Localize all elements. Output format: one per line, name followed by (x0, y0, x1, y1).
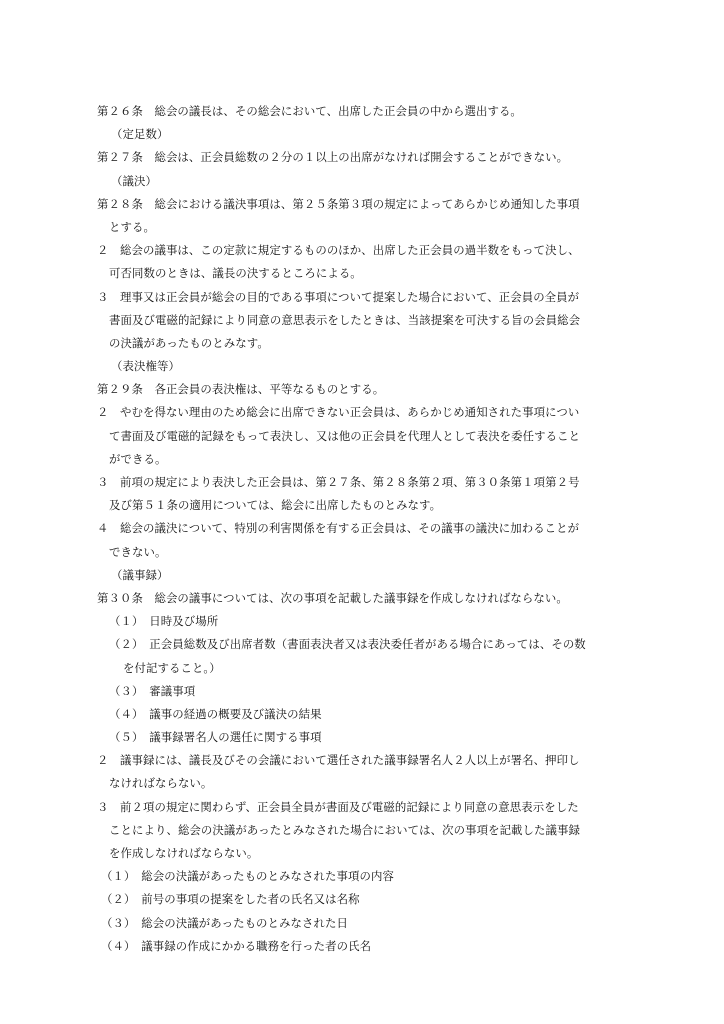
article-28-para-3: ３ 理事又は正会員が総会の目的である事項について提案した場合において、正会員の全員が (97, 289, 580, 304)
article-30-para-2-cont: なければならない。 (109, 776, 213, 791)
article-29-para-4-cont: できない。 (109, 544, 167, 559)
article-30-item-2: （２） 正会員総数及び出席者数（書面表決者又は表決委任者がある場合にあっては、その数 (109, 637, 586, 652)
article-30-para-3-cont: ことにより、総会の決議があったとみなされた場合においては、次の事項を記載した議事録 (109, 822, 581, 837)
heading-minutes: （議事録） (111, 567, 169, 582)
heading-quorum: （定足数） (111, 127, 169, 142)
article-30-para-3-item-1: （１） 総会の決議があったものとみなされた事項の内容 (101, 869, 394, 884)
article-30-item-4: （４） 議事の経過の概要及び議決の結果 (109, 706, 322, 721)
article-30-item-3: （３） 審議事項 (109, 683, 196, 698)
article-30-para-3-item-2: （２） 前号の事項の提案をした者の氏名又は名称 (101, 892, 360, 907)
article-30-item-5: （５） 議事録署名人の選任に関する事項 (109, 730, 322, 745)
article-29-para-3: ３ 前項の規定により表決した正会員は、第２７条、第２８条第２項、第３０条第１項第２号 (97, 475, 580, 489)
article-30-para-2: ２ 議事録には、議長及びその会議において選任された議事録署名人２人以上が署名、押印し (97, 753, 580, 768)
article-29-para-2-cont: ができる。 (109, 451, 167, 466)
article-29-para-3-cont: 及び第５１条の適用については、総会に出席したものとみなす。 (109, 498, 442, 513)
article-28-text: 第２８条 総会における議決事項は、第２５条第３項の規定によってあらかじめ通知した事項 (97, 196, 580, 211)
article-29-para-2: ２ やむを得ない理由のため総会に出席できない正会員は、あらかじめ通知された事項につい (97, 405, 580, 420)
article-29-para-4: ４ 総会の議決について、特別の利害関係を有する正会員は、その議事の議決に加わることが (97, 521, 580, 536)
article-28-para-2-cont: 可否同数のときは、議長の決するところによる。 (109, 266, 362, 281)
article-30-item-1: （１） 日時及び場所 (109, 614, 219, 629)
article-28-para-2: ２ 総会の議事は、この定款に規定するもののほか、出席した正会員の過半数をもって決し、 (97, 243, 580, 258)
articles-text (97, 100, 637, 958)
article-30-text: 第３０条 総会の議事については、次の事項を記載した議事録を作成しなければならない。 (97, 590, 568, 605)
article-30-item-2-cont: を付記すること。） (123, 660, 221, 675)
article-30-para-3-item-4: （４） 議事録の作成にかかる職務を行った者の氏名 (101, 938, 372, 953)
article-29-para-2-cont: て書面及び電磁的記録をもって表決し、又は他の正会員を代理人として表決を委任すること (109, 428, 581, 443)
article-27-text: 第２７条 総会は、正会員総数の２分の１以上の出席がなければ開会することができない。 (97, 150, 569, 165)
heading-voting-rights: （表決権等） (111, 359, 180, 374)
article-26-text: 第２６条 総会の議長は、その総会において、出席した正会員の中から選出する。 (97, 104, 522, 118)
article-30-para-3-cont: を作成しなければならない。 (109, 846, 259, 860)
article-28-para-3-cont: 書面及び電磁的記録により同意の意思表示をしたときは、当該提案を可決する旨の会員総会 (109, 312, 581, 327)
heading-resolution: （議決） (111, 173, 157, 188)
article-30-para-3: ３ 前２項の規定に関わらず、正会員全員が書面及び電磁的記録により同意の意思表示をした (97, 799, 579, 814)
article-30-para-3-item-3: （３） 総会の決議があったものとみなされた日 (101, 915, 348, 930)
article-28-text-cont: とする。 (109, 219, 155, 234)
article-28-para-3-cont: の決議があったものとみなす。 (109, 335, 269, 350)
article-29-text: 第２９条 各正会員の表決権は、平等なるものとする。 (97, 382, 385, 397)
